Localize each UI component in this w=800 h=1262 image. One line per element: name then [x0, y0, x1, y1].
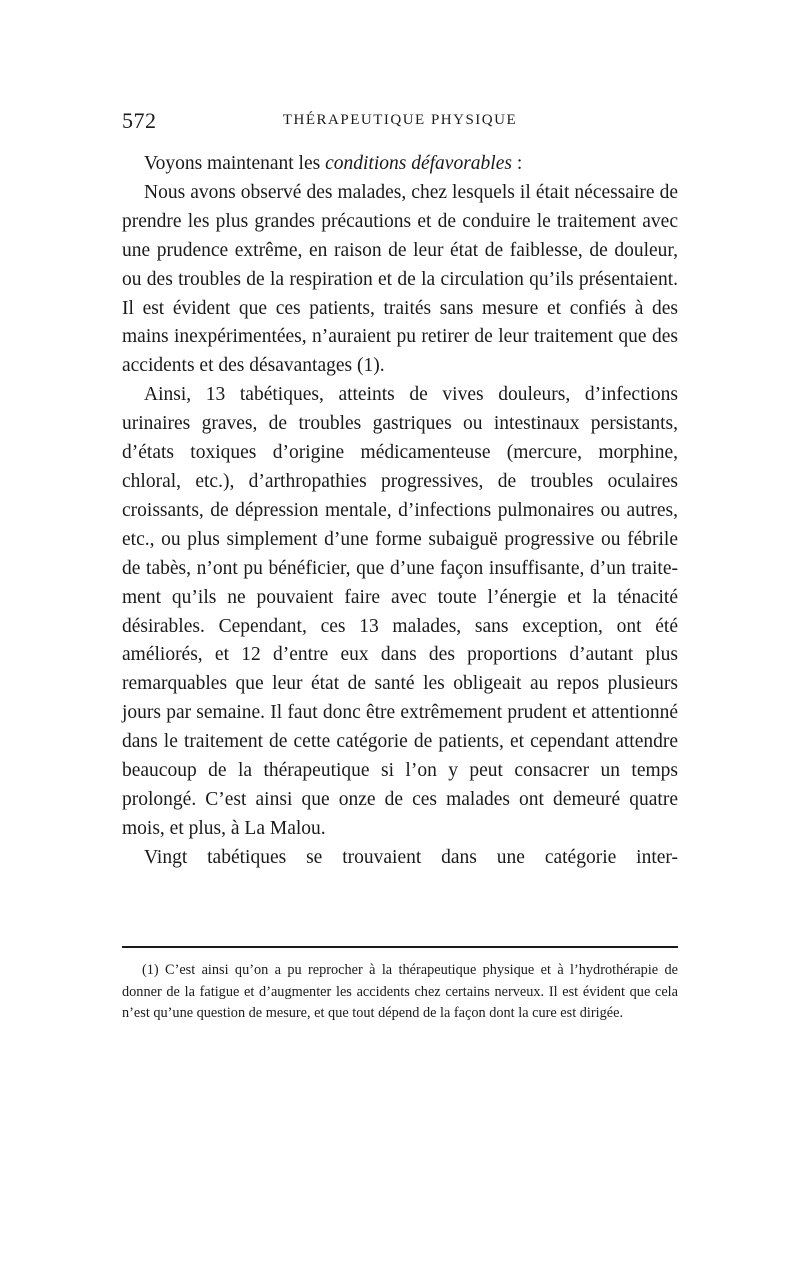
page-header — [122, 108, 678, 138]
page-number: 572 — [122, 108, 157, 133]
paragraph-tabetics: Ainsi, 13 tabétiques, atteints de vives douleurs, d’infections urinaires graves, de troubles gastriques ou intestinaux persistants, d’états toxiques d’origine médicamenteuse (mercure, morphine, chloral, etc.), d’arthropathies progressives, de troubles oculaires croissants, de dépression mentale, d’infections pulmonaires ou autres, etc., ou plus simplement d’une forme subaiguë progressive ou fébrile de tabès, n’ont pu bénéficier, que d’une façon insuffisante, d’un traitement qu’ils ne pouvaient faire avec toute l’énergie et la ténacité désirables. Cependant, ces 13 malades, sans exception, ont été améliorés, et 12 d’entre eux dans des proportions d’autant plus remarquables que leur état de santé les obligeait au repos plusieurs jours par semaine. Il faut donc être extrêmement prudent et attentionné dans le traitement de cette catégorie de patients, et cependant attendre beaucoup de la thérapeutique si l’on y peut consacrer un temps prolongé. C’est ainsi que onze de ces malades ont demeuré quatre mois, et plus, à La Malou. — [122, 384, 678, 839]
footnote: (1) C’est ainsi qu’on a pu reprocher à la thérapeutique physique et à l’hydrothérapie de donner de la fatigue et d’augmenter les accidents chez certains nerveux. Il est évident que cela n’est qu’une question de mesure, et que tout dépend de la façon dont la cure est dirigée. — [122, 962, 678, 1021]
paragraph-intro — [122, 150, 678, 179]
paragraph-continuation: Vingt tabétiques se trouvaient dans une catégorie inter- — [144, 846, 678, 868]
intro-text: Voyons maintenant les — [144, 153, 326, 174]
intro-italic-phrase: conditions défavorables — [325, 153, 512, 174]
intro-colon: : — [511, 153, 523, 174]
running-title: THÉRAPEUTIQUE PHYSIQUE — [282, 112, 518, 128]
paragraph-observations: Nous avons observé des malades, chez lesquels il était nécessaire de prendre les plus grandes précautions et de conduire le traitement avec une prudence extrême, en raison de leur état de faiblesse, de douleur, ou des troubles de la respiration et de la circulation qu’ils présentaient. Il est évident que ces patients, traités sans mesure et confiés à des mains inexpérimentées, n’auraient pu retirer de leur traitement que des accidents et des désavantages (1). — [122, 181, 678, 377]
footnote-rule — [122, 946, 678, 948]
body-text — [122, 150, 678, 873]
